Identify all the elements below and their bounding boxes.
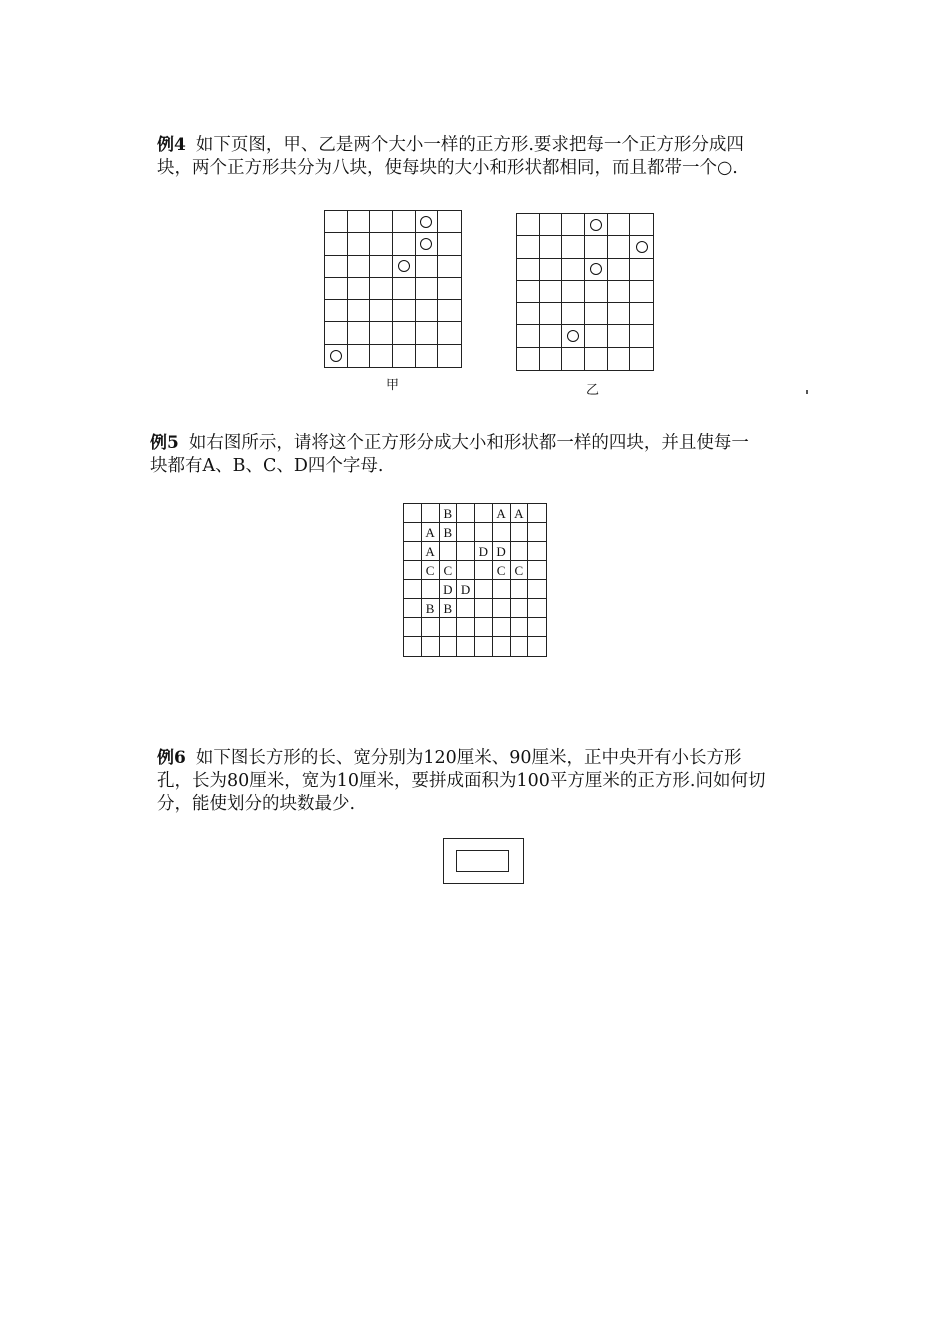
grid-letter: C [514,562,524,578]
grid-cell [540,325,563,347]
grid-cell [475,599,493,618]
grid-cell [457,504,475,523]
grid-cell [422,504,440,523]
grid-cell [493,504,511,523]
grid-cell [630,303,653,325]
grid-cell [325,233,348,255]
circle-marker [420,216,432,228]
grid-cell [630,259,653,281]
grid-cell [438,211,461,233]
grid-cell [422,637,440,656]
grid-cell [404,504,422,523]
grid-cell [493,637,511,656]
grid-cell [370,345,393,367]
grid-cell [511,618,529,637]
grid-cell [493,523,511,542]
grid-cell [475,504,493,523]
grid-letters [403,503,547,657]
grid-cell [493,599,511,618]
grid-cell [528,504,546,523]
grid-cell [416,278,439,300]
grid-cell [475,580,493,599]
grid-letter: C [443,562,453,578]
grid-cell [404,637,422,656]
grid-letter: A [514,505,524,521]
grid-cell [511,504,529,523]
grid-cell [416,345,439,367]
grid-cell [517,325,540,347]
grid-cell [562,214,585,236]
grid-cell [608,236,631,258]
grid-cell [540,259,563,281]
grid-cell [517,259,540,281]
grid-cell [528,580,546,599]
grid-cell [540,236,563,258]
grid-cell [528,542,546,561]
caption-yi: 乙 [586,383,600,398]
grid-cell [438,278,461,300]
grid-cell [370,211,393,233]
grid-letter: D [443,581,453,597]
grid-cell [585,214,608,236]
ex6-label: 例6 [157,748,186,768]
grid-cell [511,599,529,618]
grid-cell [475,523,493,542]
caption-jia: 甲 [386,378,400,393]
grid-cell [416,322,439,344]
grid-cell [493,561,511,580]
grid-cell [608,214,631,236]
grid-cell [457,637,475,656]
grid-cell [608,325,631,347]
grid-cell [457,523,475,542]
grid-letter: A [425,524,435,540]
grid-cell [422,561,440,580]
ex4-line2: 块，两个正方形共分为八块，使每块的大小和形状都相同，而且都带一个○. [157,158,738,178]
grid-cell [608,348,631,370]
grid-cell [528,618,546,637]
grid-cell [457,599,475,618]
grid-cell [457,618,475,637]
ex5-line1: 例5 如右图所示，请将这个正方形分成大小和形状都一样的四块，并且使每一 [150,433,749,453]
grid-cell [630,236,653,258]
grid-cell [404,618,422,637]
circle-marker [420,238,432,250]
grid-cell [517,348,540,370]
grid-cell [517,214,540,236]
grid-letter: B [443,505,453,521]
ex5-text [150,432,749,478]
circle-marker [330,350,342,362]
grid-letter: B [425,600,435,616]
grid-cell [438,233,461,255]
grid-cell [540,303,563,325]
circle-marker [398,260,410,272]
grid-cell [438,256,461,278]
grid-cell [540,281,563,303]
ex6-line1: 例6 如下图长方形的长、宽分别为120厘米、90厘米，正中央开有小长方形 [157,748,742,768]
grid-cell [325,211,348,233]
circle-marker [567,330,579,342]
stray-mark [806,390,808,394]
grid-cell [404,523,422,542]
grid-cell [370,300,393,322]
grid-cell [457,542,475,561]
grid-cell [393,322,416,344]
ex4-label: 例4 [157,135,186,155]
circle-marker [590,263,602,275]
grid-cell [562,236,585,258]
grid-cell [528,561,546,580]
grid-cell [422,542,440,561]
grid-cell [393,211,416,233]
circle-marker [636,241,648,253]
grid-cell [457,561,475,580]
grid-cell [440,580,458,599]
grid-cell [562,303,585,325]
grid-cell [348,300,371,322]
grid-cell [404,561,422,580]
ex4-line1: 例4 如下页图，甲、乙是两个大小一样的正方形.要求把每一个正方形分成四 [157,135,744,155]
ex6-line2: 孔，长为80厘米，宽为10厘米，要拼成面积为100平方厘米的正方形.问如何切 [157,771,766,791]
grid-cell [348,322,371,344]
grid-letter: B [443,524,453,540]
grid-cell [475,618,493,637]
grid-cell [608,281,631,303]
grid-cell [608,303,631,325]
grid-letter: B [443,600,453,616]
grid-cell [475,637,493,656]
grid-letter: A [425,543,435,559]
grid-cell [630,281,653,303]
grid-cell [393,256,416,278]
grid-cell [404,580,422,599]
grid-jia [324,210,462,368]
grid-cell [440,523,458,542]
rectangle-hole [456,850,509,872]
grid-cell [440,542,458,561]
grid-cell [528,637,546,656]
grid-cell [562,281,585,303]
grid-cell [370,322,393,344]
grid-cell [325,278,348,300]
grid-cell [540,214,563,236]
grid-cell [585,348,608,370]
grid-cell [511,542,529,561]
grid-cell [404,542,422,561]
grid-cell [348,278,371,300]
grid-cell [511,580,529,599]
grid-cell [438,300,461,322]
grid-letter: D [460,581,471,597]
circle-marker [590,219,602,231]
grid-cell [416,300,439,322]
grid-cell [422,523,440,542]
grid-yi [516,213,654,371]
ex5-label: 例5 [150,433,179,453]
grid-cell [630,348,653,370]
grid-cell [493,618,511,637]
grid-cell [585,325,608,347]
grid-cell [528,599,546,618]
grid-cell [562,348,585,370]
grid-cell [585,259,608,281]
grid-cell [393,300,416,322]
grid-cell [370,278,393,300]
grid-cell [562,259,585,281]
grid-cell [325,322,348,344]
grid-cell [475,542,493,561]
grid-cell [416,256,439,278]
ex6-line3: 分，能使划分的块数最少. [157,794,356,814]
grid-cell [528,523,546,542]
grid-letter: C [496,562,506,578]
grid-cell [440,637,458,656]
grid-cell [416,211,439,233]
grid-cell [370,256,393,278]
grid-letter: D [496,543,506,559]
grid-cell [517,303,540,325]
grid-cell [608,259,631,281]
ex6-text [157,747,766,816]
grid-cell [348,345,371,367]
grid-cell [457,580,475,599]
grid-cell [440,504,458,523]
grid-cell [585,303,608,325]
grid-cell [493,542,511,561]
grid-letter: C [425,562,435,578]
grid-cell [540,348,563,370]
grid-cell [585,281,608,303]
grid-cell [422,618,440,637]
grid-cell [511,523,529,542]
grid-cell [348,233,371,255]
grid-cell [404,599,422,618]
grid-cell [422,599,440,618]
grid-cell [511,561,529,580]
grid-cell [517,236,540,258]
grid-cell [325,345,348,367]
grid-cell [511,637,529,656]
grid-cell [630,325,653,347]
grid-cell [517,281,540,303]
grid-cell [440,561,458,580]
grid-cell [393,233,416,255]
grid-cell [325,300,348,322]
grid-cell [348,256,371,278]
grid-cell [393,345,416,367]
grid-cell [416,233,439,255]
grid-cell [493,580,511,599]
grid-cell [393,278,416,300]
grid-cell [348,211,371,233]
grid-letter: A [496,505,506,521]
grid-cell [562,325,585,347]
grid-cell [325,256,348,278]
grid-cell [585,236,608,258]
grid-cell [438,322,461,344]
grid-letter: D [478,543,489,559]
ex4-text [157,134,744,180]
grid-cell [475,561,493,580]
grid-cell [370,233,393,255]
grid-cell [440,599,458,618]
ex5-line2: 块都有A、B、C、D四个字母. [150,456,384,476]
grid-cell [422,580,440,599]
grid-cell [438,345,461,367]
grid-cell [440,618,458,637]
grid-cell [630,214,653,236]
